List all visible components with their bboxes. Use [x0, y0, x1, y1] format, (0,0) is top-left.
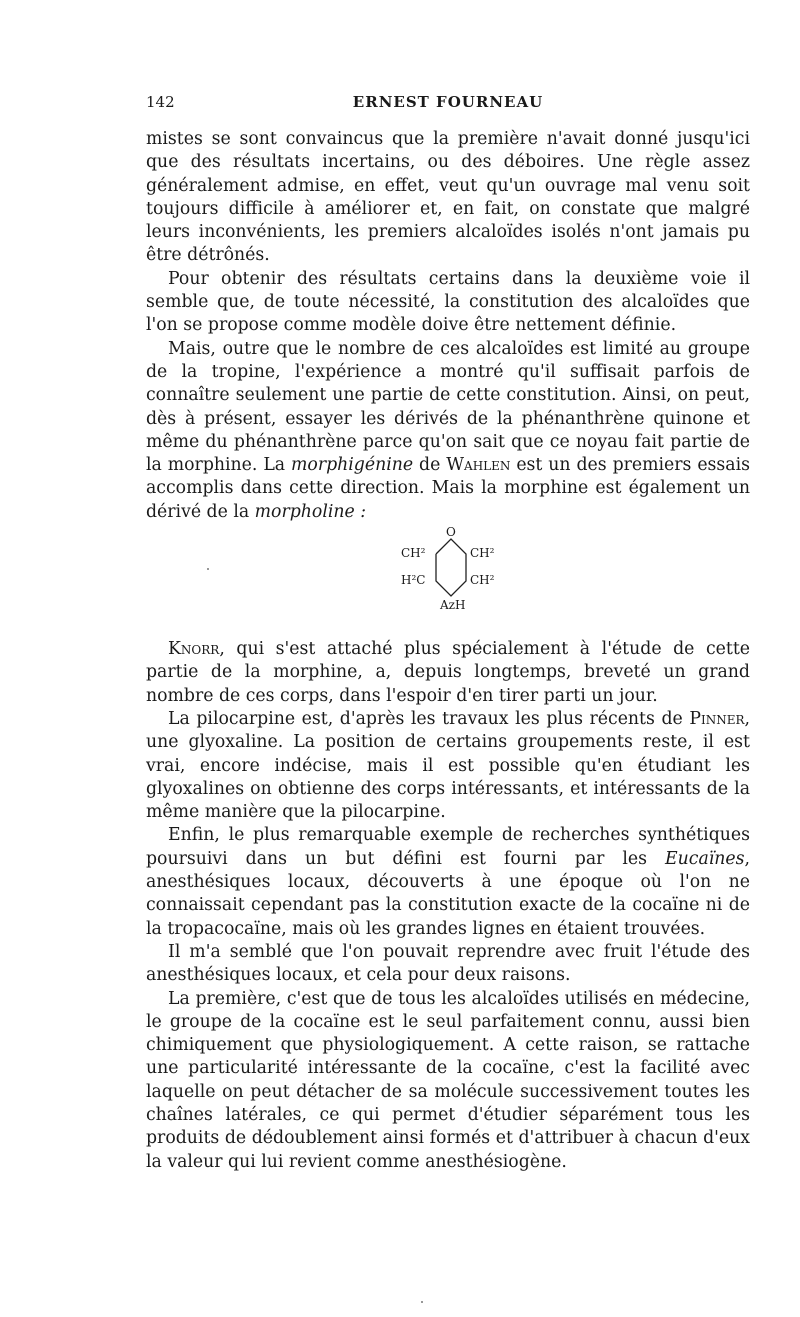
paragraph-4-text: , qui s'est attaché plus spécialement à l'étude de cette partie de la morphine, a, depuis longtemps, breveté un grand nombre de ces corps, dans l'espoir d'en tirer parti un jour.: [146, 639, 750, 706]
term-morphigenine: morphigénine: [291, 455, 414, 476]
page-body: [146, 128, 750, 1174]
author-knorr: Knorr: [168, 639, 220, 660]
formula-upper-right: CH²: [470, 546, 495, 561]
paragraph-3-text-a: Mais, outre que le nombre de ces alcaloïdes est limité au groupe de la tropine, l'expérience a montré qu'il suffisait parfois de connaître seulement une partie de cette constitution. Ainsi, on peut, dès à présent, essayer les dérivés de la phénanthrène quinone et même du phénanthrène parce qu'on sait que ce noyau fait partie de la morphine. La: [146, 338, 750, 476]
print-speck: [207, 568, 209, 570]
author-pinner: Pinner: [689, 708, 745, 729]
paragraph-5-text-c: , une glyoxaline. La position de certains groupements reste, il est vrai, encore indécise, mais il est possible qu'en étudiant les glyoxalines on obtienne des corps intéressants, et intéressants de la même manière que la pilocarpine.: [146, 708, 750, 823]
author-wahlen: Wahlen: [446, 455, 511, 476]
term-morpholine: morpholine :: [254, 501, 367, 522]
paragraph-1: mistes se sont convaincus que la première n'avait donné jusqu'ici que des résultats incertains, ou des déboires. Une règle assez généralement admise, en effet, veut qu'un ouvrage mal venu soit toujours difficile à améliorer et, en fait, on constate que malgré leurs inconvénients, les premiers alcaloïdes isolés n'ont jamais pu être détrônés.: [146, 129, 750, 266]
formula-lower-right: CH²: [470, 573, 495, 588]
formula-amine: AzH: [440, 598, 466, 613]
paragraph-3-text-c: de: [413, 455, 447, 476]
morpholine-formula: [146, 526, 750, 624]
running-head: ERNEST FOURNEAU: [352, 93, 544, 111]
paragraph-5-text-a: La pilocarpine est, d'après les travaux les plus récents de: [168, 708, 690, 729]
paragraph-4: [146, 638, 750, 708]
paragraph-6-text-a: Enfin, le plus remarquable exemple de recherches synthétiques poursuivi dans un but défini est fourni par les: [146, 825, 750, 869]
page-header: [146, 93, 750, 115]
paragraph-3: [146, 338, 750, 524]
page-number: 142: [146, 93, 175, 111]
formula-atom-oxygen: O: [446, 525, 456, 540]
paragraph-3-text-e: est un des premiers essais accomplis dans cette direction. Mais la morphine est également un dérivé de la: [146, 455, 750, 522]
paragraph-7: Il m'a semblé que l'on pouvait reprendre avec fruit l'étude des anesthésiques locaux, et cela pour deux raisons.: [146, 941, 750, 986]
paragraph-2: Pour obtenir des résultats certains dans la deuxième voie il semble que, de toute nécessité, la constitution des alcaloïdes que l'on se propose comme modèle doive être nettement définie.: [146, 268, 750, 336]
paragraph-5: [146, 708, 750, 824]
term-eucaines: Eucaïnes: [665, 848, 745, 869]
print-speck: [421, 1301, 423, 1303]
paragraph-6: [146, 824, 750, 940]
paragraph-6-text-c: , anesthésiques locaux, découverts à une époque où l'on ne connaissait cependant pas la constitution exacte de la cocaïne ni de la tropacocaïne, mais où les grandes lignes en étaient trouvées.: [146, 848, 750, 939]
formula-lower-left: H²C: [401, 573, 426, 588]
paragraph-8: La première, c'est que de tous les alcaloïdes utilisés en médecine, le groupe de la cocaïne est le seul parfaitement connu, aussi bien chimiquement que physiologiquement. A cette raison, se rattache une particularité intéressante de la cocaïne, c'est la facilité avec laquelle on peut détacher de sa molécule successivement toutes les chaînes latérales, ce qui permet d'étudier séparément tous les produits de dédoublement ainsi formés et d'attribuer à chacun d'eux la valeur qui lui revient comme anesthésiogène.: [146, 988, 750, 1172]
formula-upper-left: CH²: [401, 546, 426, 561]
